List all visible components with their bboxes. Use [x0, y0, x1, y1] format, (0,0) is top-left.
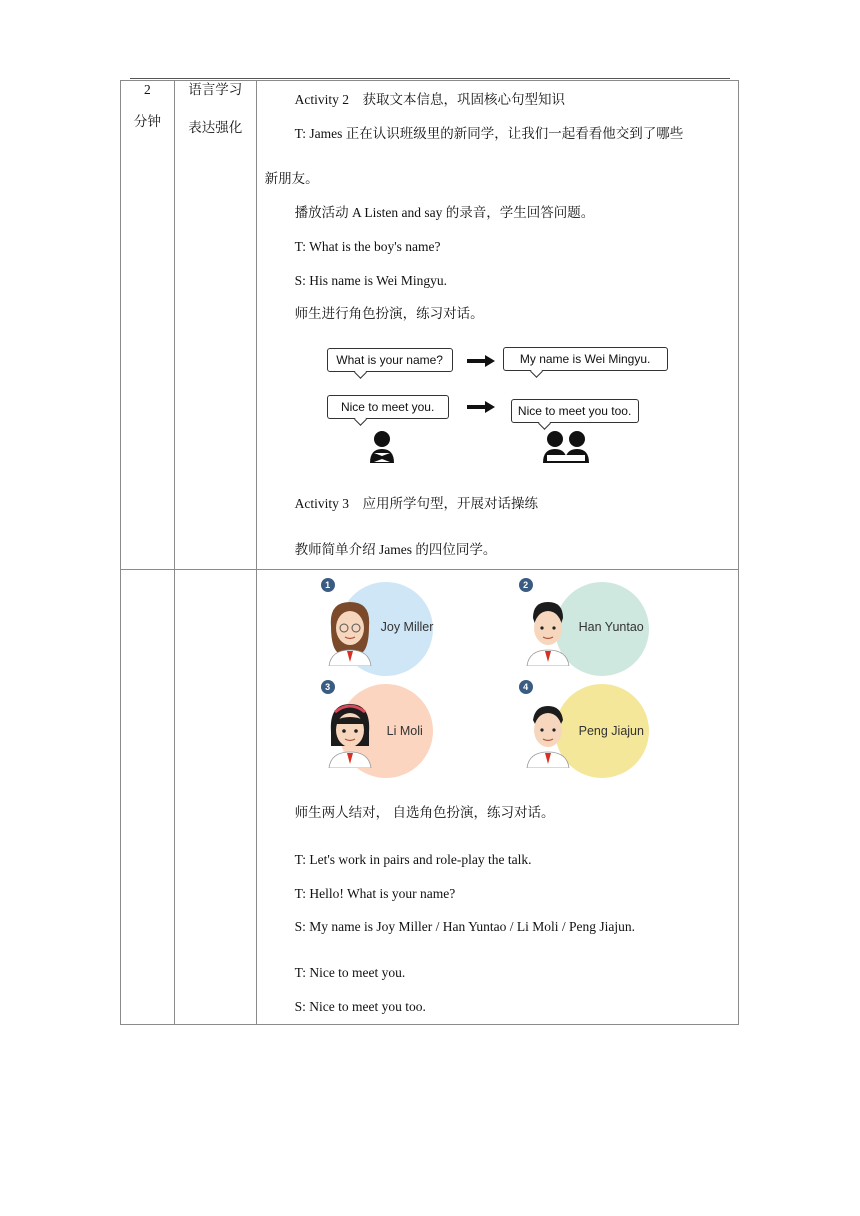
arrow-right-icon [467, 401, 495, 413]
text-line: T: Nice to meet you. [294, 965, 406, 980]
text-line: 教师简单介绍 James 的四位同学。 [294, 542, 497, 557]
activity-cell [256, 81, 738, 570]
girl-avatar-icon [323, 698, 377, 768]
girl-avatar-icon [323, 596, 377, 666]
stage-line-1: 语言学习 [188, 82, 243, 97]
stage-line-2: 表达强化 [188, 120, 243, 135]
text-line: T: What is the boy's name? [294, 239, 441, 254]
time-number: 2 [144, 82, 151, 97]
activity-cell [256, 570, 738, 1025]
text-line: 播放活动 A Listen and say 的录音，学生回答问题。 [294, 205, 595, 220]
table-row [121, 81, 739, 570]
speech-bubble: Nice to meet you. [327, 395, 449, 419]
number-badge: 2 [519, 578, 533, 592]
time-unit: 分钟 [133, 114, 161, 129]
boy-avatar-icon [521, 698, 575, 768]
teacher-icon [365, 429, 399, 465]
text-line: 师生进行角色扮演，练习对话。 [294, 306, 484, 321]
speech-bubble: My name is Wei Mingyu. [503, 347, 668, 371]
text-line: S: Nice to meet you too. [294, 999, 426, 1014]
activity3-heading: Activity 3 应用所学句型，开展对话操练 [294, 496, 538, 511]
stage-cell [174, 570, 256, 1025]
activity2-heading: Activity 2 获取文本信息，巩固核心句型知识 [294, 92, 565, 107]
boy-avatar-icon [521, 596, 575, 666]
arrow-right-icon [467, 355, 495, 367]
student-card [321, 680, 466, 775]
student-card [321, 578, 466, 673]
student-name: Han Yuntao [578, 620, 644, 634]
student-card [515, 578, 660, 673]
student-name: Joy Miller [380, 620, 434, 634]
number-badge: 3 [321, 680, 335, 694]
student-card [515, 680, 660, 775]
text-line: S: My name is Joy Miller / Han Yuntao / Li Moli / Peng Jiajun. [294, 919, 635, 934]
text-line: T: Let's work in pairs and role-play the talk. [294, 852, 532, 867]
time-cell [121, 81, 175, 570]
lesson-table [120, 80, 739, 1025]
text-line: S: His name is Wei Mingyu. [294, 273, 448, 288]
student-name: Li Moli [386, 724, 423, 738]
table-row [121, 570, 739, 1025]
stage-cell [174, 81, 256, 570]
text-line: 师生两人结对， 自选角色扮演，练习对话。 [294, 805, 555, 820]
number-badge: 1 [321, 578, 335, 592]
text-line: T: James 正在认识班级里的新同学，让我们一起看看他交到了哪些 [294, 126, 684, 141]
speech-bubble: What is your name? [327, 348, 453, 372]
text-line: T: Hello! What is your name? [294, 886, 456, 901]
text-line: 新朋友。 [264, 171, 319, 186]
student-name: Peng Jiajun [578, 724, 644, 738]
students-icon [541, 429, 591, 465]
number-badge: 4 [519, 680, 533, 694]
speech-bubble: Nice to meet you too. [511, 399, 639, 423]
top-rule [130, 78, 730, 79]
time-cell [121, 570, 175, 1025]
